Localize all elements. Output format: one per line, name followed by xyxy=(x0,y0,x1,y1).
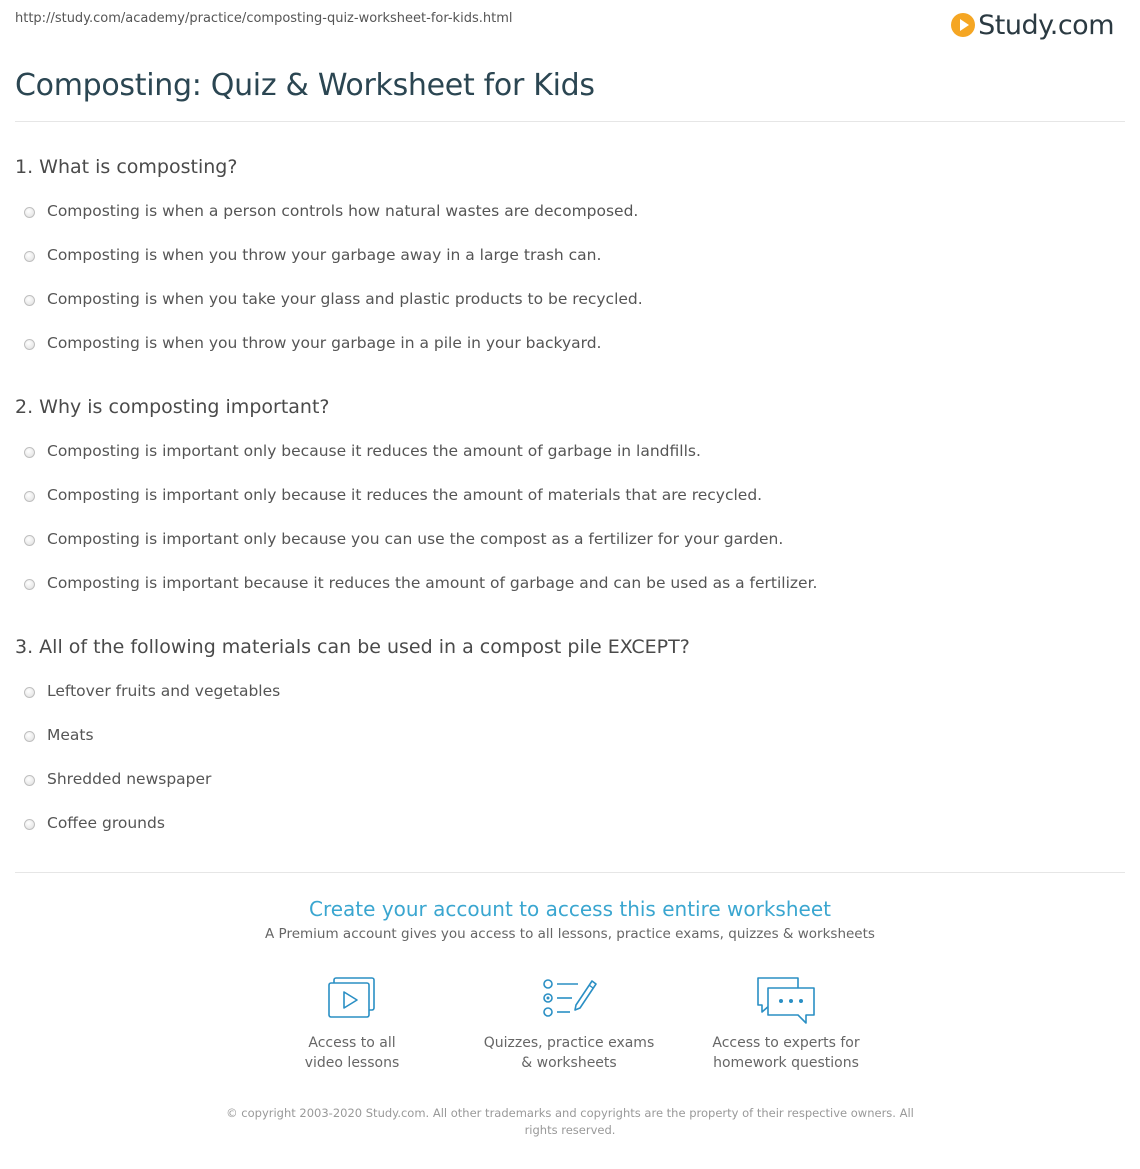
page-title: Composting: Quiz & Worksheet for Kids xyxy=(15,68,595,103)
answer-text: Composting is when a person controls how natural wastes are decomposed. xyxy=(47,202,639,220)
radio-button[interactable] xyxy=(24,447,35,458)
question-2 xyxy=(15,393,1125,616)
answer-text: Meats xyxy=(47,726,94,744)
answer-choice[interactable] xyxy=(15,244,1125,288)
radio-button[interactable] xyxy=(24,731,35,742)
question-heading: 3. All of the following materials can be used in a compost pile EXCEPT? xyxy=(15,636,690,658)
feature-label-line: homework questions xyxy=(713,1055,859,1071)
answer-choice[interactable] xyxy=(15,528,1125,572)
answer-text: Composting is important because it reduces the amount of garbage and can be used as a fertilizer. xyxy=(47,574,818,592)
answer-text: Composting is when you take your glass and plastic products to be recycled. xyxy=(47,290,643,308)
answer-choice[interactable] xyxy=(15,288,1125,332)
title-divider xyxy=(15,121,1125,122)
answer-text: Leftover fruits and vegetables xyxy=(47,682,281,700)
feature-quizzes xyxy=(469,975,669,1073)
copyright-notice: © copyright 2003-2020 Study.com. All other trademarks and copyrights are the property of their respective owners. All rights reserved. xyxy=(226,1106,914,1137)
feature-video-lessons xyxy=(252,975,452,1073)
answer-text: Coffee grounds xyxy=(47,814,165,832)
question-1 xyxy=(15,153,1125,376)
answer-choice[interactable] xyxy=(15,440,1125,484)
logo-text: Study.com xyxy=(978,9,1114,41)
page-url: http://study.com/academy/practice/composting-quiz-worksheet-for-kids.html xyxy=(15,11,513,26)
answer-choice[interactable] xyxy=(15,724,1125,768)
feature-label xyxy=(686,1033,886,1073)
feature-label xyxy=(469,1033,669,1073)
answer-text: Shredded newspaper xyxy=(47,770,212,788)
feature-label-line: Access to all xyxy=(308,1035,396,1051)
feature-label-line: Quizzes, practice exams xyxy=(483,1035,655,1051)
section-divider xyxy=(15,872,1125,873)
study-logo[interactable] xyxy=(951,6,1114,44)
radio-button[interactable] xyxy=(24,295,35,306)
feature-label-line: video lessons xyxy=(304,1055,400,1071)
answer-text: Composting is important only because it reduces the amount of materials that are recycled. xyxy=(47,486,763,504)
radio-button[interactable] xyxy=(24,535,35,546)
answer-choice[interactable] xyxy=(15,768,1125,812)
question-3 xyxy=(15,633,1125,856)
radio-button[interactable] xyxy=(24,687,35,698)
quiz-checklist-icon xyxy=(540,975,598,1021)
video-lessons-icon xyxy=(326,975,378,1021)
chat-bubbles-icon xyxy=(754,975,818,1027)
feature-label-line: & worksheets xyxy=(521,1055,617,1071)
question-heading: 1. What is composting? xyxy=(15,156,238,178)
answer-text: Composting is important only because you can use the compost as a fertilizer for your garden. xyxy=(47,530,784,548)
radio-button[interactable] xyxy=(24,251,35,262)
answer-text: Composting is important only because it reduces the amount of garbage in landfills. xyxy=(47,442,701,460)
answer-choice[interactable] xyxy=(15,332,1125,376)
answer-choice[interactable] xyxy=(15,812,1125,856)
feature-experts xyxy=(686,975,886,1073)
radio-button[interactable] xyxy=(24,775,35,786)
answer-choice[interactable] xyxy=(15,484,1125,528)
cta-title-link[interactable]: Create your account to access this entire worksheet xyxy=(309,897,831,921)
play-logo-icon xyxy=(951,13,975,37)
radio-button[interactable] xyxy=(24,207,35,218)
answer-choice[interactable] xyxy=(15,572,1125,616)
feature-label xyxy=(252,1033,452,1073)
question-heading: 2. Why is composting important? xyxy=(15,396,330,418)
radio-button[interactable] xyxy=(24,819,35,830)
feature-label-line: Access to experts for xyxy=(712,1035,860,1051)
radio-button[interactable] xyxy=(24,339,35,350)
answer-choice[interactable] xyxy=(15,200,1125,244)
answer-text: Composting is when you throw your garbage in a pile in your backyard. xyxy=(47,334,602,352)
signup-cta xyxy=(0,895,1140,943)
cta-subtitle: A Premium account gives you access to all lessons, practice exams, quizzes & worksheets xyxy=(265,926,875,942)
radio-button[interactable] xyxy=(24,579,35,590)
radio-button[interactable] xyxy=(24,491,35,502)
answer-text: Composting is when you throw your garbage away in a large trash can. xyxy=(47,246,602,264)
answer-choice[interactable] xyxy=(15,680,1125,724)
